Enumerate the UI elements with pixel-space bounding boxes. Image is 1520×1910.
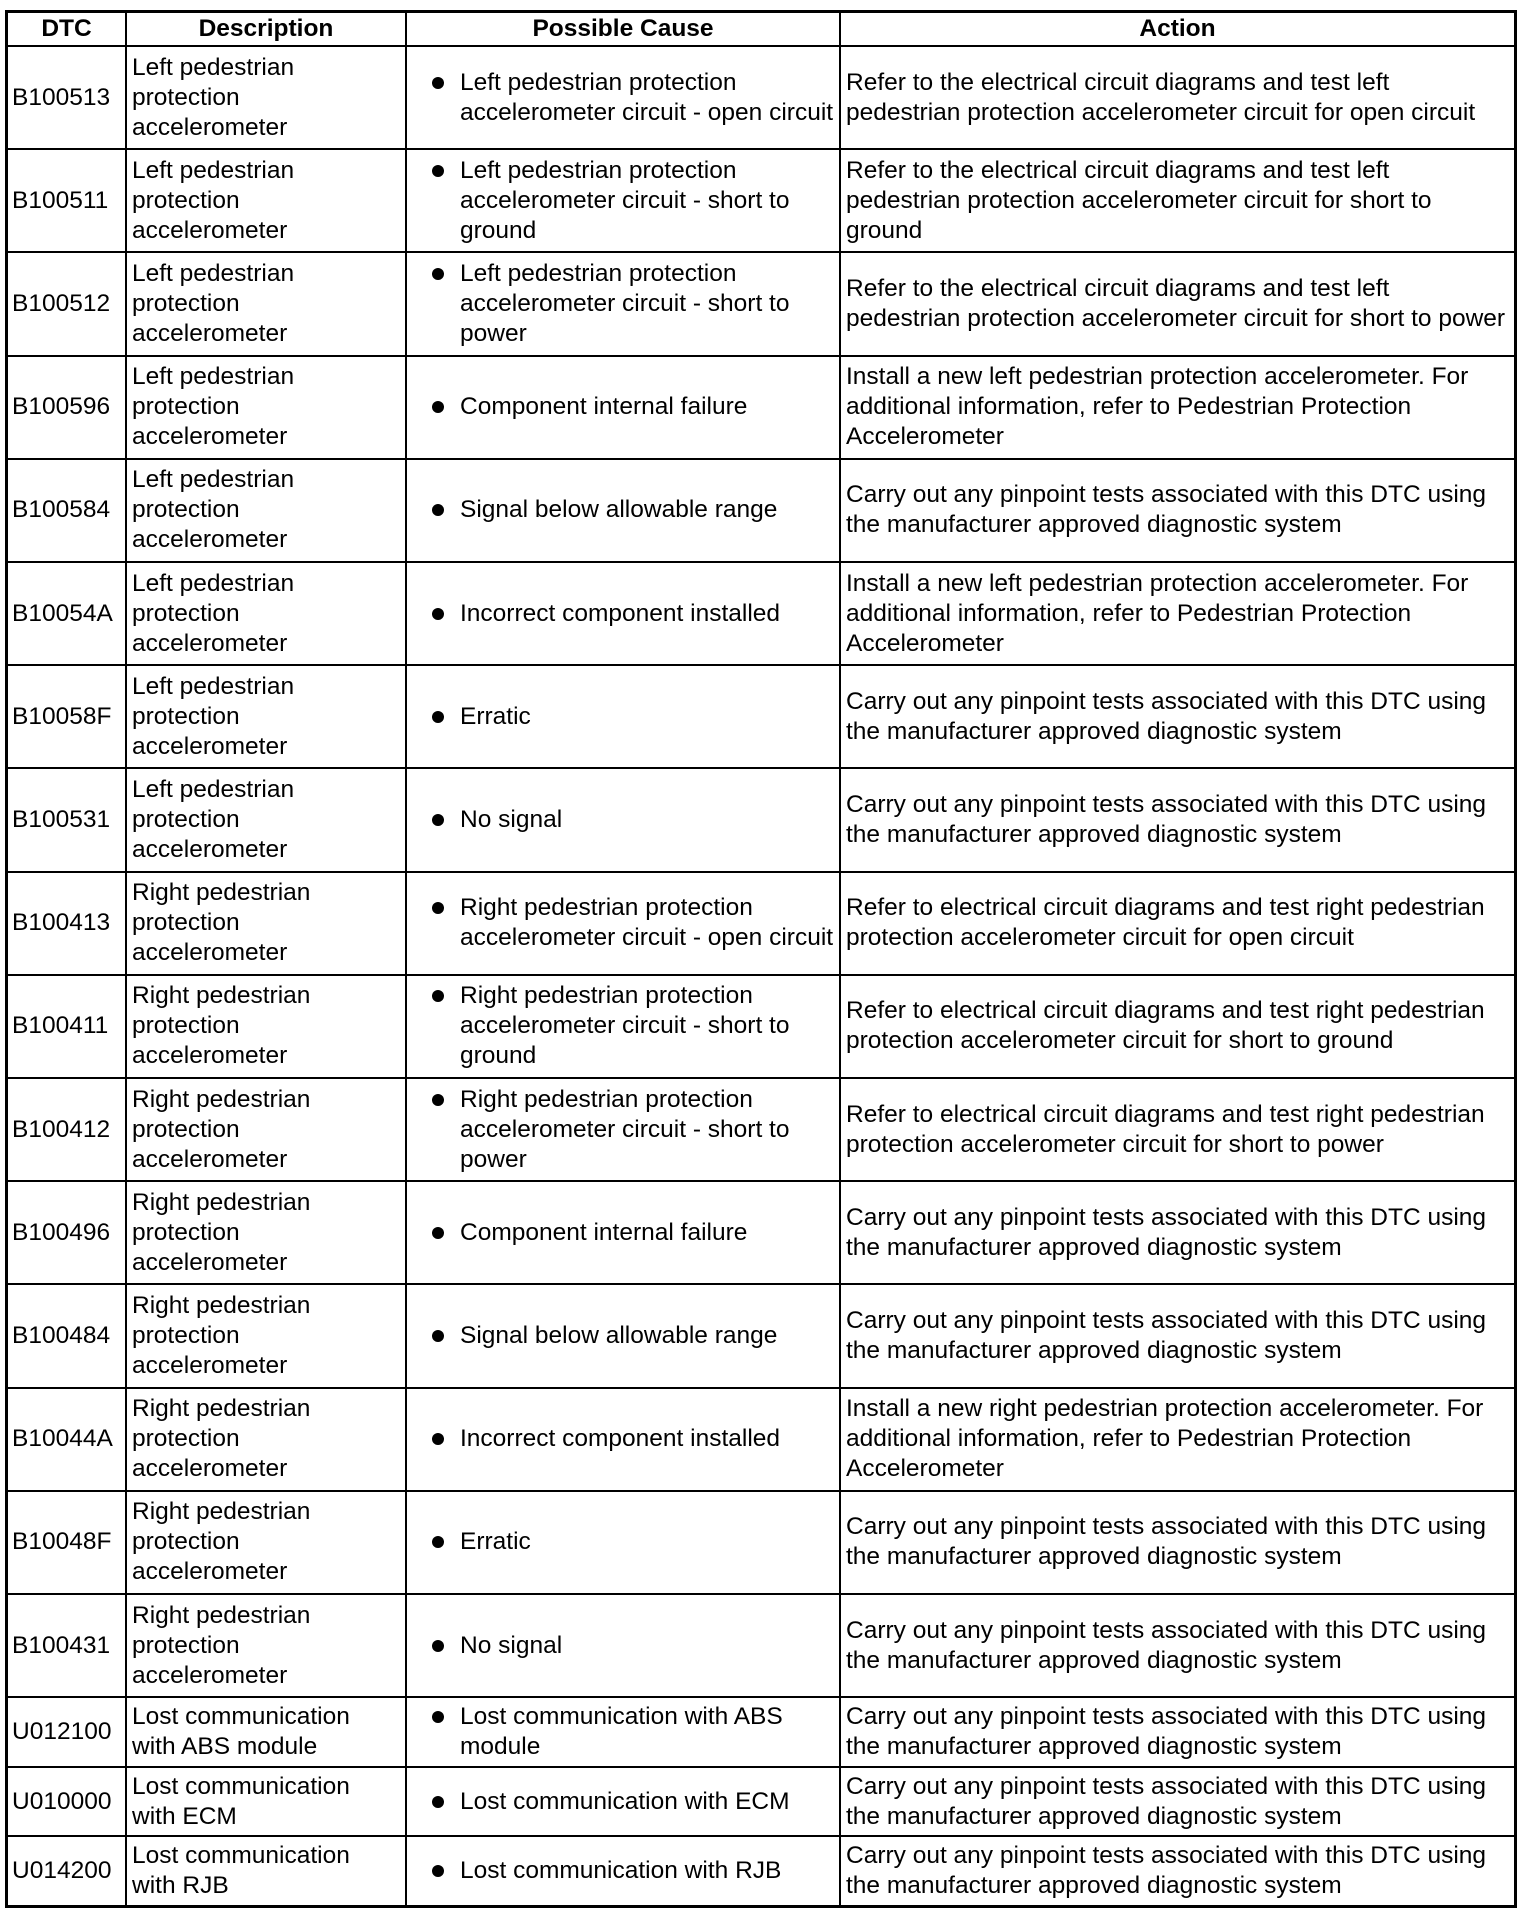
action-cell: Refer to electrical circuit diagrams and test right pedestrian protection accelerometer circuit for open circuit xyxy=(840,872,1514,975)
possible-cause-cell xyxy=(406,872,840,975)
action-cell: Refer to electrical circuit diagrams and test right pedestrian protection accelerometer circuit for short to power xyxy=(840,1078,1514,1181)
description-cell: Right pedestrian protection accelerometer xyxy=(126,1491,406,1594)
table-row xyxy=(8,872,1514,975)
bullet-icon xyxy=(432,165,444,177)
action-cell: Carry out any pinpoint tests associated with this DTC using the manufacturer approved diagnostic system xyxy=(840,1284,1514,1387)
description-cell: Left pedestrian protection accelerometer xyxy=(126,459,406,562)
description-cell: Right pedestrian protection accelerometer xyxy=(126,1078,406,1181)
cause-item xyxy=(412,599,834,629)
cause-item xyxy=(412,1424,834,1454)
possible-cause-cell xyxy=(406,1284,840,1387)
cause-item xyxy=(412,1321,834,1351)
cause-item xyxy=(412,893,834,953)
dtc-code: B10054A xyxy=(8,562,126,665)
action-cell: Carry out any pinpoint tests associated with this DTC using the manufacturer approved diagnostic system xyxy=(840,1697,1514,1767)
description-cell: Right pedestrian protection accelerometer xyxy=(126,1181,406,1284)
bullet-icon xyxy=(432,1227,444,1239)
cause-text: Component internal failure xyxy=(460,1218,748,1246)
cause-text: Lost communication with ECM xyxy=(460,1787,790,1815)
bullet-icon xyxy=(432,990,444,1002)
description-cell: Left pedestrian protection accelerometer xyxy=(126,46,406,149)
cause-item xyxy=(412,1787,834,1817)
cause-item xyxy=(412,1085,834,1175)
possible-cause-cell xyxy=(406,1697,840,1767)
dtc-code: B100412 xyxy=(8,1078,126,1181)
possible-cause-cell xyxy=(406,562,840,665)
description-cell: Lost communication with RJB xyxy=(126,1836,406,1905)
table-row xyxy=(8,356,1514,459)
action-cell: Refer to the electrical circuit diagrams and test left pedestrian protection accelerometer circuit for short to power xyxy=(840,252,1514,355)
cause-text: Left pedestrian protection accelerometer circuit - open circuit xyxy=(460,68,834,126)
description-cell: Left pedestrian protection accelerometer xyxy=(126,149,406,252)
table-row xyxy=(8,665,1514,768)
cause-text: Erratic xyxy=(460,1528,531,1556)
description-cell: Lost communication with ABS module xyxy=(126,1697,406,1767)
bullet-icon xyxy=(432,711,444,723)
table-row xyxy=(8,1078,1514,1181)
action-cell: Install a new left pedestrian protection accelerometer. For additional information, refer to Pedestrian Protection Accelerometer xyxy=(840,562,1514,665)
dtc-code: B100484 xyxy=(8,1284,126,1387)
cause-text: Left pedestrian protection accelerometer circuit - short to ground xyxy=(460,156,790,244)
cause-text: Right pedestrian protection accelerometer circuit - short to power xyxy=(460,1085,790,1173)
table-row xyxy=(8,562,1514,665)
cause-text: Signal below allowable range xyxy=(460,496,778,524)
header-possible-cause: Possible Cause xyxy=(406,13,840,46)
header-action: Action xyxy=(840,13,1514,46)
bullet-icon xyxy=(432,504,444,516)
bullet-icon xyxy=(432,1796,444,1808)
dtc-code: B100512 xyxy=(8,252,126,355)
cause-text: No signal xyxy=(460,806,563,834)
dtc-code: B100496 xyxy=(8,1181,126,1284)
action-cell: Carry out any pinpoint tests associated with this DTC using the manufacturer approved diagnostic system xyxy=(840,1181,1514,1284)
cause-item xyxy=(412,495,834,525)
action-cell: Refer to electrical circuit diagrams and test right pedestrian protection accelerometer circuit for short to ground xyxy=(840,975,1514,1078)
table-row xyxy=(8,252,1514,355)
header-dtc: DTC xyxy=(8,13,126,46)
cause-item xyxy=(412,1856,834,1886)
bullet-icon xyxy=(432,1865,444,1877)
table-row xyxy=(8,459,1514,562)
description-cell: Left pedestrian protection accelerometer xyxy=(126,252,406,355)
cause-text: Lost communication with ABS module xyxy=(460,1703,783,1761)
header-row xyxy=(8,13,1514,46)
table-row xyxy=(8,1594,1514,1697)
table-row xyxy=(8,1836,1514,1905)
bullet-icon xyxy=(432,902,444,914)
table-row xyxy=(8,1491,1514,1594)
bullet-icon xyxy=(432,608,444,620)
dtc-code: B100596 xyxy=(8,356,126,459)
cause-text: Lost communication with RJB xyxy=(460,1857,782,1885)
description-cell: Right pedestrian protection accelerometer xyxy=(126,1594,406,1697)
action-cell: Refer to the electrical circuit diagrams and test left pedestrian protection accelerometer circuit for open circuit xyxy=(840,46,1514,149)
cause-item xyxy=(412,702,834,732)
bullet-icon xyxy=(432,1330,444,1342)
dtc-code: B100411 xyxy=(8,975,126,1078)
dtc-code: B10048F xyxy=(8,1491,126,1594)
action-cell: Carry out any pinpoint tests associated with this DTC using the manufacturer approved diagnostic system xyxy=(840,1491,1514,1594)
possible-cause-cell xyxy=(406,1594,840,1697)
bullet-icon xyxy=(432,1640,444,1652)
action-cell: Install a new left pedestrian protection accelerometer. For additional information, refer to Pedestrian Protection Accelerometer xyxy=(840,356,1514,459)
action-cell: Carry out any pinpoint tests associated with this DTC using the manufacturer approved diagnostic system xyxy=(840,1836,1514,1905)
cause-item xyxy=(412,1527,834,1557)
possible-cause-cell xyxy=(406,768,840,871)
table-row xyxy=(8,46,1514,149)
action-cell: Carry out any pinpoint tests associated with this DTC using the manufacturer approved diagnostic system xyxy=(840,768,1514,871)
possible-cause-cell xyxy=(406,149,840,252)
possible-cause-cell xyxy=(406,1388,840,1491)
cause-text: Right pedestrian protection accelerometer circuit - short to ground xyxy=(460,982,790,1070)
cause-text: Erratic xyxy=(460,702,531,730)
description-cell: Left pedestrian protection accelerometer xyxy=(126,356,406,459)
possible-cause-cell xyxy=(406,975,840,1078)
cause-item xyxy=(412,1702,834,1762)
cause-text: Component internal failure xyxy=(460,393,748,421)
table-row xyxy=(8,1697,1514,1767)
description-cell: Left pedestrian protection accelerometer xyxy=(126,665,406,768)
cause-item xyxy=(412,259,834,349)
description-cell: Right pedestrian protection accelerometer xyxy=(126,1388,406,1491)
dtc-table-frame xyxy=(5,10,1517,1908)
possible-cause-cell xyxy=(406,665,840,768)
dtc-code: B100513 xyxy=(8,46,126,149)
possible-cause-cell xyxy=(406,1181,840,1284)
bullet-icon xyxy=(432,77,444,89)
dtc-code: B100511 xyxy=(8,149,126,252)
table-row xyxy=(8,1388,1514,1491)
action-cell: Refer to the electrical circuit diagrams and test left pedestrian protection accelerometer circuit for short to ground xyxy=(840,149,1514,252)
bullet-icon xyxy=(432,1433,444,1445)
dtc-code: B100531 xyxy=(8,768,126,871)
bullet-icon xyxy=(432,1536,444,1548)
dtc-code: B100584 xyxy=(8,459,126,562)
cause-text: Incorrect component installed xyxy=(460,599,781,627)
possible-cause-cell xyxy=(406,1836,840,1905)
action-cell: Install a new right pedestrian protection accelerometer. For additional information, refer to Pedestrian Protection Accelerometer xyxy=(840,1388,1514,1491)
cause-item xyxy=(412,805,834,835)
action-cell: Carry out any pinpoint tests associated with this DTC using the manufacturer approved diagnostic system xyxy=(840,459,1514,562)
description-cell: Lost communication with ECM xyxy=(126,1767,406,1837)
cause-item xyxy=(412,981,834,1071)
possible-cause-cell xyxy=(406,1767,840,1837)
dtc-code: U014200 xyxy=(8,1836,126,1905)
table-row xyxy=(8,149,1514,252)
possible-cause-cell xyxy=(406,46,840,149)
table-body xyxy=(8,46,1514,1905)
possible-cause-cell xyxy=(406,252,840,355)
action-cell: Carry out any pinpoint tests associated with this DTC using the manufacturer approved diagnostic system xyxy=(840,1767,1514,1837)
dtc-code: U012100 xyxy=(8,1697,126,1767)
table-row xyxy=(8,975,1514,1078)
bullet-icon xyxy=(432,1094,444,1106)
description-cell: Left pedestrian protection accelerometer xyxy=(126,768,406,871)
cause-text: Incorrect component installed xyxy=(460,1425,781,1453)
bullet-icon xyxy=(432,268,444,280)
cause-item xyxy=(412,156,834,246)
table-row xyxy=(8,1181,1514,1284)
action-cell: Carry out any pinpoint tests associated with this DTC using the manufacturer approved diagnostic system xyxy=(840,665,1514,768)
dtc-code: U010000 xyxy=(8,1767,126,1837)
bullet-icon xyxy=(432,1711,444,1723)
table-row xyxy=(8,1767,1514,1837)
cause-item xyxy=(412,1631,834,1661)
dtc-code: B10044A xyxy=(8,1388,126,1491)
possible-cause-cell xyxy=(406,1491,840,1594)
dtc-code: B100431 xyxy=(8,1594,126,1697)
dtc-code: B100413 xyxy=(8,872,126,975)
cause-item xyxy=(412,68,834,128)
header-description: Description xyxy=(126,13,406,46)
description-cell: Left pedestrian protection accelerometer xyxy=(126,562,406,665)
dtc-code: B10058F xyxy=(8,665,126,768)
table-row xyxy=(8,1284,1514,1387)
cause-item xyxy=(412,1218,834,1248)
possible-cause-cell xyxy=(406,1078,840,1181)
cause-text: No signal xyxy=(460,1631,563,1659)
bullet-icon xyxy=(432,401,444,413)
table-row xyxy=(8,768,1514,871)
description-cell: Right pedestrian protection accelerometer xyxy=(126,872,406,975)
cause-text: Right pedestrian protection accelerometer circuit - open circuit xyxy=(460,894,834,952)
cause-text: Signal below allowable range xyxy=(460,1322,778,1350)
description-cell: Right pedestrian protection accelerometer xyxy=(126,1284,406,1387)
possible-cause-cell xyxy=(406,459,840,562)
bullet-icon xyxy=(432,814,444,826)
cause-text: Left pedestrian protection accelerometer circuit - short to power xyxy=(460,260,790,347)
dtc-table xyxy=(8,13,1514,1905)
description-cell: Right pedestrian protection accelerometer xyxy=(126,975,406,1078)
action-cell: Carry out any pinpoint tests associated with this DTC using the manufacturer approved diagnostic system xyxy=(840,1594,1514,1697)
cause-item xyxy=(412,392,834,422)
possible-cause-cell xyxy=(406,356,840,459)
